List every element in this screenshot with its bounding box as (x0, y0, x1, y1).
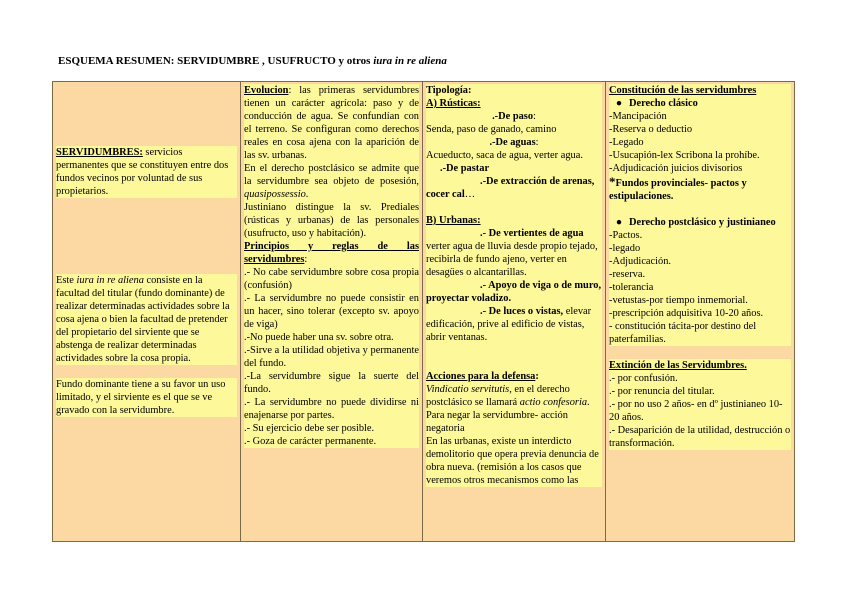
page-title: ESQUEMA RESUMEN: SERVIDUMBRE , USUFRUCTO y otros iura in re aliena (58, 55, 447, 67)
list-item: -Reserva o deductio (609, 123, 791, 136)
postclasico-text: En el derecho postclásico se admite que la servidumbre sea objeto de posesión, quasipossessio. (244, 163, 419, 200)
list-item: -Adjudicación juicios divisorios (609, 162, 791, 175)
list-item: -Pactos. (609, 229, 791, 242)
negatoria-text: Para negar la servidumbre- acción negatoria (426, 409, 602, 435)
rule-item: .- La servidumbre no puede consistir en un hacer, sino tolerar (excepto sv. apoyo de viga) (244, 293, 419, 330)
interdicto-text: En las urbanas, existe un interdicto demolitorio que opera previa denuncia de obra nueva. (remisión a los casos que veremos otros mecanismos como las (426, 435, 602, 487)
list-item: .- por no uso 2 años- en dº justinianeo 10-20 años. (609, 398, 791, 424)
paso-heading: .-De paso: (426, 110, 602, 123)
provinciales-text: *Fundos provinciales- pactos y estipulaciones. (609, 175, 791, 203)
justiniano-text: Justiniano distingue la sv. Prediales (rústicas y urbanas) de las personales (usufructo, uso y habitación). (244, 202, 419, 239)
list-item: -vetustas-por tiempo inmemorial. (609, 294, 791, 307)
list-item: -reserva. (609, 268, 791, 281)
rule-item: .- Goza de carácter permanente. (244, 435, 419, 448)
rule-item: .- La servidumbre no puede dividirse ni enajenarse por partes. (244, 397, 419, 421)
bullet-icon: ● (615, 98, 623, 109)
acciones-heading: Acciones para la defensa: (426, 370, 602, 383)
bullet-icon: ● (615, 217, 623, 228)
list-item: -Mancipación (609, 110, 791, 123)
asterisk-icon: * (609, 174, 616, 189)
vertientes-item: .- De vertientes de agua verter agua de lluvia desde propio tejado, recibirla de fundo ajeno, verter en desagües o alcantarillas. (426, 227, 602, 279)
list-item: -Usucapión-lex Scribona la prohíbe. (609, 149, 791, 162)
list-item: -Adjudicación. (609, 255, 791, 268)
rule-item: .- Su ejercicio debe ser posible. (244, 422, 419, 435)
rule-item: .-La servidumbre sigue la suerte del fundo. (244, 371, 419, 395)
extraccion-text: .-De extracción de arenas, cocer cal… (426, 175, 602, 201)
vindicatio-text: Vindicatio servitutis, en el derecho postclásico se llamará actio confesoria. (426, 383, 602, 409)
empty-space (56, 84, 237, 146)
rule-item: .- No cabe servidumbre sobre cosa propia (confusión) (244, 267, 419, 291)
evolucion-column (241, 82, 423, 542)
fundo-dominante-text: Fundo dominante tiene a su favor un uso limitado, y el sirviente es el que se ve gravado con la servidumbre. (56, 378, 237, 417)
evolucion-section: Evolucion: las primeras servidumbres tienen un carácter agrícola: paso y de conducción de agua. Se confundían con el terreno. Se configuran como derechos reales en cosa ajena con la aparición de las sv. urbanas. (244, 85, 419, 161)
servidumbres-definition: SERVIDUMBRES: servicios permanentes que se constituyen entre dos fundos vecinos por voluntad de sus propietarios. (56, 146, 237, 198)
aguas-text: Acueducto, saca de agua, verter agua. .-De pastar (426, 149, 602, 175)
list-item: .- Desaparición de la utilidad, destrucción o transformación. (609, 425, 791, 449)
tipologia-column (423, 82, 606, 542)
clasico-heading: ● Derecho clásico (609, 97, 791, 110)
list-item: -Legado (609, 136, 791, 149)
postclasico-heading: ● Derecho postclásico y justinianeo (609, 216, 791, 229)
list-item: -tolerancia (609, 281, 791, 294)
iura-definition: Este iura in re aliena consiste en la facultad del titular (fundo dominante) de realizar determinadas actividades sobre la cosa ajena o bien la facultad de pretender del propietario del sirviente que se abstenga de realizar determinadas actividades sobre la cosa propia. (56, 274, 237, 365)
urbanas-heading: B) Urbanas: (426, 214, 602, 227)
list-item: .- por renuncia del titular. (609, 385, 791, 398)
principios-heading: Principios y reglas de las servidumbres: (244, 241, 419, 265)
tipologia-heading: Tipología: (426, 84, 602, 97)
list-item: .- por confusión. (609, 372, 791, 385)
aguas-heading: .-De aguas: (426, 136, 602, 149)
paso-text: Senda, paso de ganado, camino (426, 123, 602, 136)
constitucion-heading: Constitución de las servidumbres (609, 84, 791, 97)
constitucion-column (606, 82, 795, 542)
rule-item: .-Sirve a la utilidad objetiva y permanente del fundo. (244, 345, 419, 369)
rusticas-heading: A) Rústicas: (426, 97, 602, 110)
empty-space (56, 198, 237, 274)
list-item: -legado (609, 242, 791, 255)
rule-item: .-No puede haber una sv. sobre otra. (244, 331, 419, 344)
definition-column (53, 82, 241, 542)
list-item: - constitución tácita-por destino del paterfamilias. (609, 320, 791, 346)
list-item: -prescripción adquisitiva 10-20 años. (609, 307, 791, 320)
summary-table (52, 81, 795, 542)
luces-item: .- De luces o vistas, elevar edificación, prive al edificio de vistas, abrir ventanas. (426, 305, 602, 344)
apoyo-item: .- Apoyo de viga o de muro, proyectar voladizo. (426, 280, 602, 304)
extincion-heading: Extinción de las Servidumbres. (609, 359, 791, 372)
